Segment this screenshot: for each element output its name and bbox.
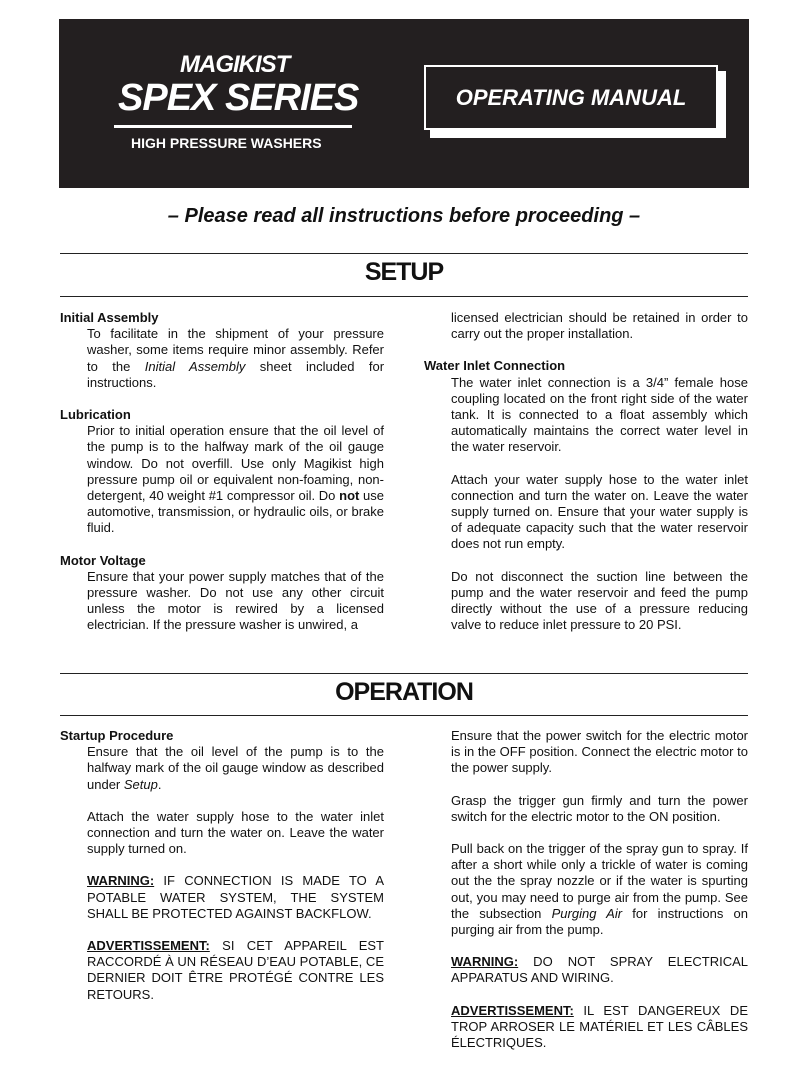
- backflow-advertissement: ADVERTISSEMENT: SI CET APPAREIL EST RACCORDÉ À UN RÉSEAU D’EAU POTABLE, CE DERNIER DOIT ÊTRE PROTÉGÉ CONTRE LES RETOURS.: [87, 938, 384, 1002]
- series-title: SPEX SERIES: [118, 77, 359, 119]
- water-inlet-heading: Water Inlet Connection: [424, 358, 566, 374]
- startup-text-2: Attach the water supply hose to the water inlet connection and turn the water on. Leave the water supply turned on.: [87, 808, 384, 857]
- instruction-subheading: – Please read all instructions before proceeding –: [167, 205, 641, 227]
- divider: [60, 673, 748, 674]
- operating-manual-label: OPERATING MANUAL: [424, 65, 718, 130]
- advertissement-label: ADVERTISSEMENT:: [451, 1002, 574, 1018]
- setup-right-column: [424, 310, 748, 633]
- brand-logo: MAGIKIST: [180, 51, 290, 78]
- water-inlet-text-3: Do not disconnect the suction line between the pump and the water reservoir and feed the pump directly without the use of a pressure reducing valve to reduce inlet pressure to 20 PSI.: [451, 568, 748, 633]
- water-inlet-text-1: The water inlet connection is a 3/4” female hose coupling located on the front right side of the water tank. It is connected to a float assembly which automatically maintains the correct water level in the water reservoir.: [451, 374, 748, 455]
- electrical-advertissement: ADVERTISSEMENT: IL EST DANGEREUX DE TROP ARROSER LE MATÉRIEL ET LES CÂBLES ÉLECTRIQUES.: [451, 1002, 748, 1051]
- initial-assembly-text: To facilitate in the shipment of your pressure washer, some items require minor assembly. Refer to the Initial Assembly sheet included for instructions.: [87, 326, 385, 390]
- advertissement-label: ADVERTISSEMENT:: [87, 938, 210, 954]
- startup-heading: Startup Procedure: [60, 728, 174, 743]
- water-inlet-text-2: Attach your water supply hose to the water inlet connection and turn the water on. Leave the water supply turned on. Ensure that your water supply is of adequate capacity such that the water reservoir does not run empty.: [451, 471, 748, 552]
- startup-text-1: Ensure that the oil level of the pump is to the halfway mark of the oil gauge window as described under Setup.: [87, 744, 384, 792]
- backflow-warning: WARNING: IF CONNECTION IS MADE TO A POTABLE WATER SYSTEM, THE SYSTEM SHALL BE PROTECTED AGAINST BACKFLOW.: [87, 873, 384, 921]
- divider: [60, 253, 748, 254]
- tagline: HIGH PRESSURE WASHERS: [131, 135, 322, 151]
- setup-title: SETUP: [364, 258, 444, 286]
- operation-left-column: [60, 728, 384, 1003]
- trigger-gun-text: Grasp the trigger gun firmly and turn the power switch for the electric motor to the ON position.: [451, 792, 748, 824]
- lubrication-heading: Lubrication: [60, 407, 131, 423]
- initial-assembly-heading: Initial Assembly: [60, 310, 159, 325]
- lubrication-text: Prior to initial operation ensure that the oil level of the pump is to the halfway mark of the oil gauge window. Do not overfill. Use only Magikist high pressure pump oil or equivalent non-foaming, non-detergent, 40 weight #1 compressor oil. Do not use automotive, transmission, or hydraulic oils, or brake fluid.: [87, 423, 385, 536]
- operation-title: OPERATION: [335, 678, 473, 706]
- divider: [60, 296, 748, 297]
- power-switch-text: Ensure that the power switch for the electric motor is in the OFF position. Connect the electric motor to the power supply.: [451, 728, 748, 776]
- setup-left-column: [60, 310, 384, 634]
- electrical-warning: WARNING: DO NOT SPRAY ELECTRICAL APPARATUS AND WIRING.: [451, 954, 748, 986]
- spray-text: Pull back on the trigger of the spray gun to spray. If after a short while only a trickle of water is coming out the the spray nozzle or if the water is spurting out, you may need to purge air from the pump. See the subsection Purging Air for instructions on purging air from the pump.: [451, 841, 749, 938]
- warning-label: WARNING:: [87, 873, 155, 889]
- series-underline: [114, 125, 352, 128]
- operation-right-column: [424, 728, 748, 1051]
- motor-voltage-text: Ensure that your power supply matches that of the pressure washer. Do not use any other circuit unless the motor is rewired by a licensed electrician. If the pressure washer is unwired, a: [87, 568, 384, 633]
- motor-voltage-heading: Motor Voltage: [60, 552, 146, 568]
- motor-voltage-continued: licensed electrician should be retained in order to carry out the proper installation.: [451, 310, 748, 342]
- divider: [60, 715, 748, 716]
- warning-label: WARNING:: [451, 954, 519, 970]
